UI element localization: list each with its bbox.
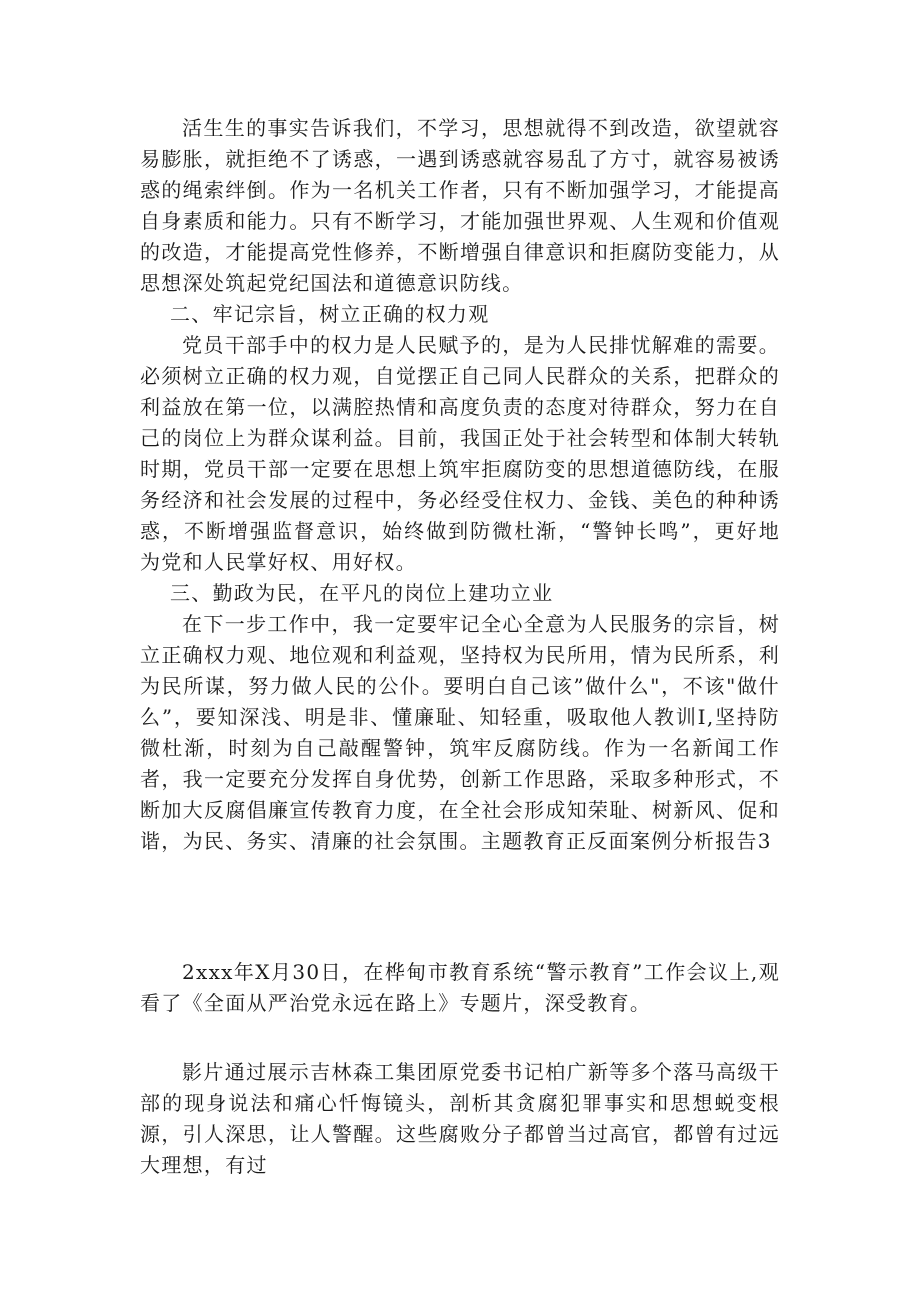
section-heading-2: 二、牢记宗旨，树立正确的权力观 [170, 302, 490, 326]
blank-space [140, 1019, 780, 1057]
paragraph-learning: 活生生的事实告诉我们，不学习，思想就得不到改造，欲望就容易膨胀，就拒绝不了诱惑，一遇到诱惑就容易乱了方寸，就容易被诱惑的绳索绊倒。作为一名机关工作者，只有不断加强学习，才能提高自身素质和能力。只有不断学习，才能加强世界观、人生观和价值观的改造，才能提高党性修养，不断增强自律意识和拒腐防变能力，从思想深处筑起党纪国法和道德意识防线。 [140, 116, 780, 295]
paragraph-power-view: 党员干部手中的权力是人民赋予的，是为人民排忧解难的需要。必须树立正确的权力观，自觉摆正自己同人民群众的关系，把群众的利益放在第一位，以满腔热情和高度负责的态度对待群众，努力在自己的岗位上为群众谋利益。目前，我国正处于社会转型和体制大转轨时期，党员干部一定要在思想上筑牢拒腐防变的思想道德防线，在服务经济和社会发展的过程中，务必经受住权力、金钱、美色的种种诱惑，不断增强监督意识，始终做到防微杜渐，“警钟长鸣”，更好地为党和人民掌好权、用好权。 [140, 333, 780, 574]
blank-space [140, 857, 780, 957]
document-body [140, 113, 780, 1181]
section-heading-3: 三、勤政为民，在平凡的岗位上建功立业 [170, 581, 554, 605]
paragraph-next-steps: 在下一步工作中，我一定要牢记全心全意为人民服务的宗旨，树立正确权力观、地位观和利益观，坚持权为民所用，情为民所系，利为民所谋，努力做人民的公仆。要明白自己该”做什么"，不该"做什么”，要知深浅、明是非、懂廉耻、知轻重，吸取他人教训I,坚持防微杜渐，时刻为自己敲醒警钟，筑牢反腐防线。作为一名新闻工作者，我一定要充分发挥自身优势，创新工作思路，采取多种形式，不断加大反腐倡廉宣传教育力度，在全社会形成知荣耻、树新风、促和谐，为民、务实、清廉的社会氛围。主题教育正反面案例分析报告3 [140, 612, 780, 853]
paragraph-meeting: 2xxx年X月30日，在桦甸市教育系统“警示教育”工作会议上,观看了《全面从严治党永远在路上》专题片，深受教育。 [140, 960, 780, 1015]
paragraph-film: 影片通过展示吉林森工集团原党委书记柏广新等多个落马高级干部的现身说法和痛心忏悔镜头，剖析其贪腐犯罪事实和思想蜕变根源，引人深思，让人警醒。这些腐败分子都曾当过高官，都曾有过远大理想，有过 [140, 1060, 780, 1177]
